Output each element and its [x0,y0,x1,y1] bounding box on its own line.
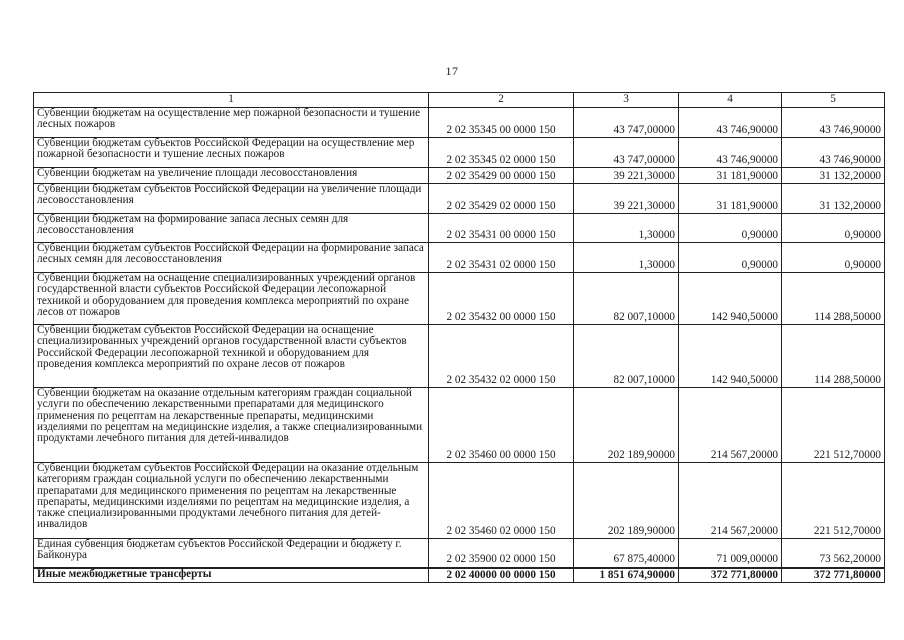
column-header: 2 [429,93,574,108]
description-cell: Субвенции бюджетам на осуществление мер пожарной безопасности и тушение лесных пожаров [34,108,429,138]
value-cell-col3: 39 221,30000 [574,184,679,214]
value-cell-col3: 43 747,00000 [574,108,679,138]
total-value-col4: 372 771,80000 [679,568,782,583]
value-cell-col5: 73 562,20000 [782,539,885,568]
column-header: 4 [679,93,782,108]
budget-code-cell: 2 02 35431 02 0000 150 [429,243,574,273]
value-cell-col5: 0,90000 [782,243,885,273]
table-row [34,243,885,273]
value-cell-col4: 43 746,90000 [679,138,782,168]
value-cell-col3: 202 189,90000 [574,388,679,463]
value-cell-col4: 214 567,20000 [679,463,782,539]
column-header: 5 [782,93,885,108]
description-cell: Субвенции бюджетам на оказание отдельным категориям граждан социальной услуги по обеспечению лекарственными препаратами для медицинского применения по рецептам на лекарственные препараты, медицинскими изделиями по рецептам на медицинские изделия, а также специализированными продуктами лечебного питания для детей-инвалидов [34,388,429,463]
description-cell: Субвенции бюджетам субъектов Российской Федерации на формирование запаса лесных семян для лесовосстановления [34,243,429,273]
table-row [34,184,885,214]
value-cell-col3: 202 189,90000 [574,463,679,539]
table-row [34,539,885,568]
column-header: 3 [574,93,679,108]
total-code-cell: 2 02 40000 00 0000 150 [429,568,574,583]
budget-code-cell: 2 02 35345 00 0000 150 [429,108,574,138]
budget-table [33,92,885,583]
value-cell-col5: 114 288,50000 [782,325,885,388]
value-cell-col4: 142 940,50000 [679,273,782,325]
table-row [34,325,885,388]
description-cell: Единая субвенция бюджетам субъектов Российской Федерации и бюджету г. Байконура [34,539,429,568]
value-cell-col3: 82 007,10000 [574,273,679,325]
value-cell-col4: 142 940,50000 [679,325,782,388]
table-row [34,168,885,184]
table-row [34,273,885,325]
value-cell-col4: 43 746,90000 [679,108,782,138]
page-number: 17 [445,64,459,78]
column-header: 1 [34,93,429,108]
total-row [34,568,885,583]
total-description-cell: Иные межбюджетные трансферты [34,568,429,583]
budget-code-cell: 2 02 35429 02 0000 150 [429,184,574,214]
table-header-row [34,93,885,108]
value-cell-col5: 221 512,70000 [782,463,885,539]
value-cell-col4: 0,90000 [679,243,782,273]
description-cell: Субвенции бюджетам субъектов Российской Федерации на увеличение площади лесовосстановления [34,184,429,214]
description-cell: Субвенции бюджетам на оснащение специализированных учреждений органов государственной власти субъектов Российской Федерации лесопожарной техникой и оборудованием для проведения комплекса мероприятий по охране лесов от пожаров [34,273,429,325]
budget-code-cell: 2 02 35460 02 0000 150 [429,463,574,539]
value-cell-col3: 1,30000 [574,243,679,273]
total-value-col5: 372 771,80000 [782,568,885,583]
value-cell-col4: 214 567,20000 [679,388,782,463]
table-row [34,463,885,539]
table-row [34,214,885,243]
total-value-col3: 1 851 674,90000 [574,568,679,583]
value-cell-col4: 0,90000 [679,214,782,243]
value-cell-col5: 31 132,20000 [782,168,885,184]
budget-code-cell: 2 02 35431 00 0000 150 [429,214,574,243]
budget-code-cell: 2 02 35345 02 0000 150 [429,138,574,168]
budget-code-cell: 2 02 35460 00 0000 150 [429,388,574,463]
value-cell-col5: 221 512,70000 [782,388,885,463]
description-cell: Субвенции бюджетам субъектов Российской Федерации на осуществление мер пожарной безопасности и тушение лесных пожаров [34,138,429,168]
value-cell-col5: 43 746,90000 [782,108,885,138]
value-cell-col4: 71 009,00000 [679,539,782,568]
value-cell-col5: 43 746,90000 [782,138,885,168]
value-cell-col3: 82 007,10000 [574,325,679,388]
value-cell-col3: 67 875,40000 [574,539,679,568]
value-cell-col5: 31 132,20000 [782,184,885,214]
table-row [34,388,885,463]
table-row [34,138,885,168]
description-cell: Субвенции бюджетам субъектов Российской Федерации на оказание отдельным категориям граждан социальной услуги по обеспечению лекарственными препаратами для медицинского применения по рецептам на лекарственные препараты, медицинскими изделиями по рецептам на медицинские изделия, а также специализированными продуктами лечебного питания для детей-инвалидов [34,463,429,539]
budget-code-cell: 2 02 35429 00 0000 150 [429,168,574,184]
value-cell-col3: 39 221,30000 [574,168,679,184]
description-cell: Субвенции бюджетам на формирование запаса лесных семян для лесовосстановления [34,214,429,243]
value-cell-col3: 1,30000 [574,214,679,243]
description-cell: Субвенции бюджетам субъектов Российской Федерации на оснащение специализированных учреждений органов государственной власти субъектов Российской Федерации лесопожарной техникой и оборудованием для проведения комплекса мероприятий по охране лесов от пожаров [34,325,429,388]
budget-code-cell: 2 02 35900 02 0000 150 [429,539,574,568]
description-cell: Субвенции бюджетам на увеличение площади лесовосстановления [34,168,429,184]
value-cell-col3: 43 747,00000 [574,138,679,168]
budget-code-cell: 2 02 35432 02 0000 150 [429,325,574,388]
table-row [34,108,885,138]
budget-code-cell: 2 02 35432 00 0000 150 [429,273,574,325]
value-cell-col5: 114 288,50000 [782,273,885,325]
value-cell-col4: 31 181,90000 [679,168,782,184]
value-cell-col4: 31 181,90000 [679,184,782,214]
value-cell-col5: 0,90000 [782,214,885,243]
